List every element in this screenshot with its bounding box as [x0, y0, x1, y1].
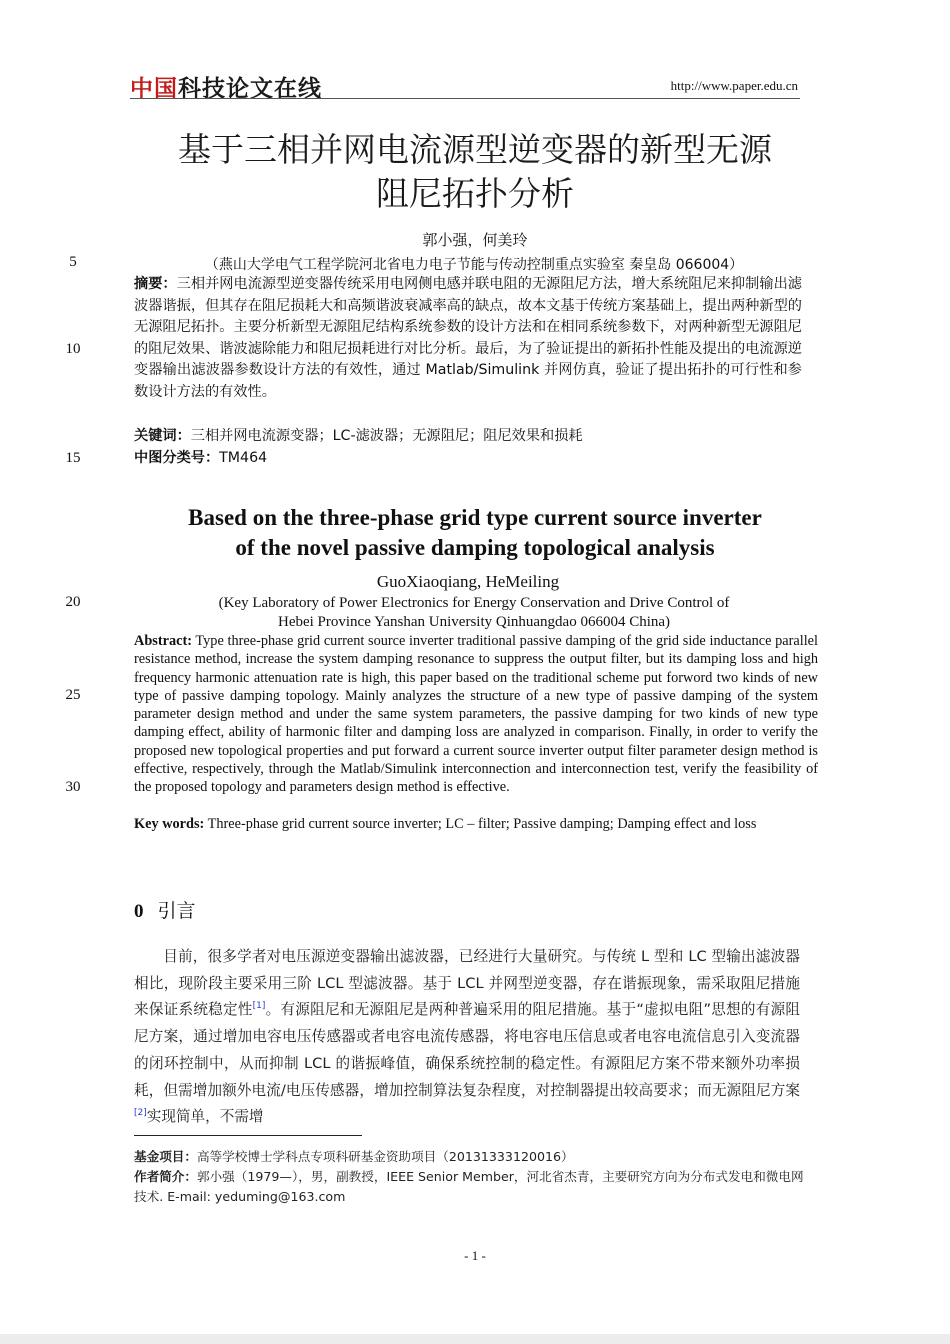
footnote-author — [134, 1167, 810, 1206]
fund-label: 基金项目： — [134, 1149, 197, 1164]
keywords-cn-label: 关键词： — [134, 428, 191, 444]
author-text: 郭小强（1979—），男，副教授，IEEE Senior Member，河北省杰青，主要研究方向为分布式发电和微电网技术. E-mail: yeduming@163.com — [134, 1169, 804, 1204]
logo-dark-text: 科技论文在线 — [178, 76, 322, 102]
affiliation-en-line1: (Key Laboratory of Power Electronics for Energy Conservation and Drive Control of — [218, 595, 730, 611]
title-cn — [80, 128, 870, 216]
citation-ref-1[interactable]: [1] — [252, 1001, 266, 1012]
affiliation-cn: （燕山大学电气工程学院河北省电力电子节能与传动控制重点实验室 秦皇岛 066004） — [204, 257, 744, 273]
abstract-cn — [134, 274, 802, 403]
line-number: 20 — [65, 594, 81, 610]
title-en — [100, 503, 850, 563]
logo-red-text: 中国 — [130, 76, 178, 102]
section-heading — [134, 896, 196, 923]
keywords-en-label: Key words: — [134, 816, 205, 832]
fund-text: 高等学校博士学科点专项科研基金资助项目（20131333120016） — [196, 1149, 574, 1164]
author-label: 作者简介： — [134, 1169, 197, 1184]
footnote-rule — [134, 1135, 362, 1136]
line-number: 30 — [65, 779, 81, 795]
keywords-en — [134, 815, 804, 833]
keywords-en-text: Three-phase grid current source inverter; LC – filter; Passive damping; Damping effect and loss — [207, 816, 757, 832]
authors-cn: 郭小强，何美玲 — [422, 231, 528, 249]
abstract-cn-text: 三相并网电流源型逆变器传统采用电网侧电感并联电阻的无源阻尼方法，增大系统阻尼来抑制输出滤波器谐振，但其存在阻尼损耗大和高频谐波衰减率高的缺点，故本文基于传统方案基础上，提出两种新型的无源阻尼拓扑。主要分析新型无源阻尼结构系统参数的设计方法和在相同系统参数下，对两种新型无源阻尼的阻尼效果、谐波滤除能力和阻尼损耗进行对比分析。最后，为了验证提出的新拓扑性能及提出的电流源逆变器输出滤波器参数设计方法的有效性，通过 Matlab/Simulink 并网仿真，验证了提出拓扑的可行性和参数设计方法的有效性。 — [134, 276, 802, 400]
footnote-fund — [134, 1147, 810, 1167]
page-bottom-edge — [0, 1334, 950, 1344]
header-url[interactable]: http://www.paper.edu.cn — [670, 78, 798, 93]
header-rule — [130, 98, 800, 99]
abstract-cn-label: 摘要： — [134, 276, 177, 292]
classification-cn-text: TM464 — [219, 450, 268, 466]
page-number: - 1 - — [464, 1248, 486, 1263]
abstract-en-text: Type three-phase grid current source inverter traditional passive damping of the grid side inductance parallel resistance method, increase the system damping resonance to suppress the output filter, but its damping loss and high frequency harmonic attenuation rate is high, this paper based on the traditional scheme put forword two kinds of new type of passive damping topology. Mainly analyzes the structure of a new type of passive damping of the system parameter design method and under the same system parameters, the passive damping for two kinds of new type damping effect, ability of harmonic filter and damping loss are analyzed in comparison. Finally, in order to verify the proposed new topological properties and put forward a current source inverter output filter parameter design method is effective, respectively, through the Matlab/Simulink interconnection and interconnection test, verify the feasibility of the proposed topology and parameters design method is effective. — [134, 633, 818, 796]
abstract-en-label: Abstract: — [134, 633, 192, 649]
section-title: 引言 — [157, 900, 196, 922]
title-en-line2: of the novel passive damping topological analysis — [235, 535, 715, 560]
intro-paragraph — [134, 944, 800, 1131]
title-cn-line2: 阻尼拓扑分析 — [376, 174, 574, 213]
affiliation-en-line2: Hebei Province Yanshan University Qinhuangdao 066004 China) — [277, 614, 671, 630]
abstract-en — [134, 632, 818, 797]
affiliation-en — [134, 594, 814, 632]
title-cn-line1: 基于三相并网电流源型逆变器的新型无源 — [178, 130, 772, 169]
line-number: 25 — [65, 687, 81, 703]
section-number: 0 — [134, 901, 144, 922]
line-number: 5 — [69, 254, 77, 270]
intro-text-part1: 目前，很多学者对电压源逆变器输出滤波器，已经进行大量研究。与传统 L 型和 LC 型输出滤波器相比，现阶段主要采用三阶 LCL 型滤波器。基于 LCL 并网型逆变器，存在谐振现象，需采取阻尼措施来保证系统稳定性 — [134, 948, 800, 1019]
keywords-cn-text: 三相并网电流源变器；LC-滤波器；无源阻尼；阻尼效果和损耗 — [190, 428, 583, 444]
title-en-line1: Based on the three-phase grid type current source inverter — [188, 505, 762, 530]
classification-cn — [134, 448, 802, 470]
line-number: 10 — [65, 341, 81, 357]
intro-text-part2: 。有源阻尼和无源阻尼是两种普遍采用的阻尼措施。基于“虚拟电阻”思想的有源阻尼方案，通过增加电容电压传感器或者电容电流传感器，将电容电压信息或者电容电流信息引入变流器的闭环控制中，从而抑制 LCL 的谐振峰值，确保系统控制的稳定性。有源阻尼方案不带来额外功率损耗，但需增加额外电流/电压传感器，增加控制算法复杂程度，对控制器提出较高要求；而无源阻尼方案 — [134, 1001, 800, 1099]
authors-en: GuoXiaoqiang, HeMeiling — [376, 572, 560, 591]
intro-text-part3: 实现简单，不需增 — [146, 1108, 264, 1126]
keywords-cn — [134, 426, 802, 448]
line-number: 15 — [65, 450, 81, 466]
citation-ref-2[interactable]: [2] — [134, 1108, 147, 1119]
classification-cn-label: 中图分类号： — [134, 450, 220, 466]
